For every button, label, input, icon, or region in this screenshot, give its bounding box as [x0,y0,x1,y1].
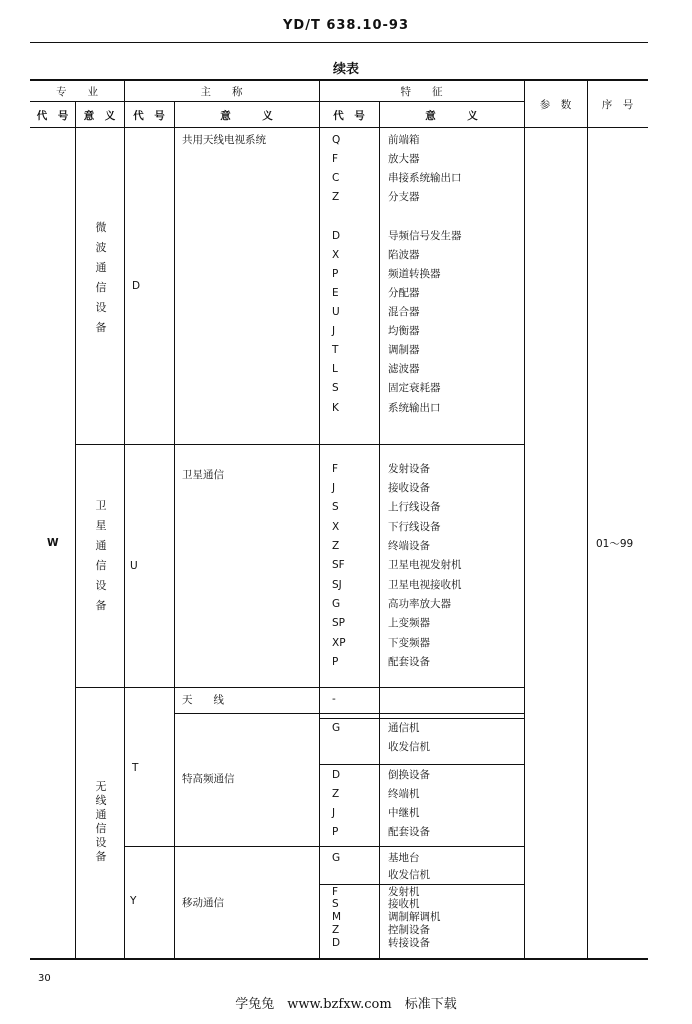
feature-code: C [332,172,340,184]
header-rule [30,42,648,43]
feature-meaning: 基地台 [388,852,420,864]
feature-meaning: 通信机 [388,722,420,734]
feature-code: E [332,287,339,299]
feature-code: J [332,325,336,337]
feature-meaning: 终端设备 [388,540,430,552]
feature-code: D [332,769,341,781]
group-code-satellite: U [130,560,138,572]
feature-code: XP [332,637,346,649]
main-uhf: 特高频通信 [182,773,235,785]
feature-code: SJ [332,579,342,591]
feature-code: K [332,402,339,414]
feature-code: - [332,693,336,705]
feature-meaning: 混合器 [388,306,420,318]
feature-code: X [332,249,340,261]
feature-meaning: 中继机 [388,807,420,819]
feature-code: F [332,886,339,898]
feature-code: L [332,363,338,375]
feature-meaning: 发射设备 [388,463,430,475]
col-specialty-code: 代 号 [36,110,69,122]
site-footer: 学兔兔 www.bzfxw.com 标准下载 [235,997,457,1012]
feature-meaning: 收发信机 [388,741,430,753]
group-name-microwave: 微 波 通 信 设 备 [95,221,107,334]
col-feature-code: 代 号 [333,110,365,122]
feature-meaning: 频道转换器 [388,268,441,280]
feature-code: Z [332,191,340,203]
feature-code: M [332,911,342,923]
group-name-wireless: 无 线 通 信 设 备 [95,780,107,863]
feature-code: Q [332,134,341,146]
feature-code: SF [332,559,345,571]
feature-code: Z [332,924,340,936]
feature-meaning: 放大器 [388,153,420,165]
feature-meaning: 调制解调机 [388,911,441,923]
main-antenna: 天 线 [182,694,224,706]
group-code-microwave: D [132,280,141,292]
group-code-Y: Y [130,895,137,907]
feature-code: U [332,306,340,318]
specialty-code: W [47,537,59,549]
feature-meaning: 滤波器 [388,363,420,375]
feature-meaning: 导频信号发生器 [388,230,462,242]
feature-meaning: 上行线设备 [388,501,441,513]
feature-code: F [332,463,339,475]
col-serial: 序 号 [601,99,634,111]
col-main-code: 代 号 [133,110,165,122]
feature-meaning: 前端箱 [388,134,420,146]
main-satellite: 卫星通信 [182,469,224,481]
standard-number: YD/T 638.10-93 [283,18,409,33]
feature-code: J [332,807,336,819]
feature-meaning: 卫星电视发射机 [388,559,462,571]
feature-meaning: 下行线设备 [388,521,441,533]
serial-range: 01～99 [596,538,634,550]
col-feature: 特 征 [400,86,443,98]
col-feature-meaning: 意 义 [425,110,478,122]
feature-code: Z [332,788,340,800]
feature-meaning: 转接设备 [388,937,430,949]
col-main: 主 称 [200,86,243,98]
feature-meaning: 发射机 [388,886,420,898]
feature-code: P [332,826,339,838]
main-mobile: 移动通信 [182,897,224,909]
feature-meaning: 配套设备 [388,826,430,838]
feature-meaning: 上变频器 [388,617,430,629]
feature-code: S [332,501,339,513]
feature-meaning: 系统输出口 [388,402,441,414]
feature-code: D [332,937,341,949]
feature-meaning: 控制设备 [388,924,430,936]
feature-meaning: 倒换设备 [388,769,430,781]
feature-code: T [332,344,339,356]
col-main-meaning: 意 义 [220,110,273,122]
feature-code: G [332,852,341,864]
feature-meaning: 固定衰耗器 [388,382,441,394]
feature-meaning: 串接系统输出口 [388,172,462,184]
feature-code: G [332,598,341,610]
col-specialty: 专 业 [56,86,98,98]
feature-code: S [332,382,339,394]
feature-code: S [332,898,339,910]
feature-code: P [332,268,339,280]
group-code-T: T [132,762,139,774]
feature-meaning: 下变频器 [388,637,430,649]
col-params: 参 数 [539,99,572,111]
group-name-satellite: 卫 星 通 信 设 备 [95,499,107,612]
main-catv: 共用天线电视系统 [182,134,266,146]
col-specialty-meaning: 意 义 [83,110,116,122]
feature-code: G [332,722,341,734]
feature-code: J [332,482,336,494]
table-caption: 续表 [332,62,359,77]
feature-meaning: 分支器 [388,191,420,203]
feature-code: D [332,230,341,242]
feature-code: Z [332,540,340,552]
feature-meaning: 接收机 [388,898,420,910]
page-number: 30 [38,973,51,984]
feature-code: P [332,656,339,668]
feature-meaning: 收发信机 [388,869,430,881]
feature-meaning: 均衡器 [388,325,420,337]
feature-code: X [332,521,340,533]
feature-meaning: 调制器 [388,344,420,356]
feature-code: F [332,153,339,165]
feature-code: SP [332,617,345,629]
feature-meaning: 配套设备 [388,656,430,668]
feature-meaning: 终端机 [388,788,420,800]
feature-meaning: 卫星电视接收机 [388,579,462,591]
feature-meaning: 陷波器 [388,249,420,261]
feature-meaning: 接收设备 [388,482,430,494]
feature-meaning: 高功率放大器 [388,598,451,610]
feature-meaning: 分配器 [388,287,420,299]
